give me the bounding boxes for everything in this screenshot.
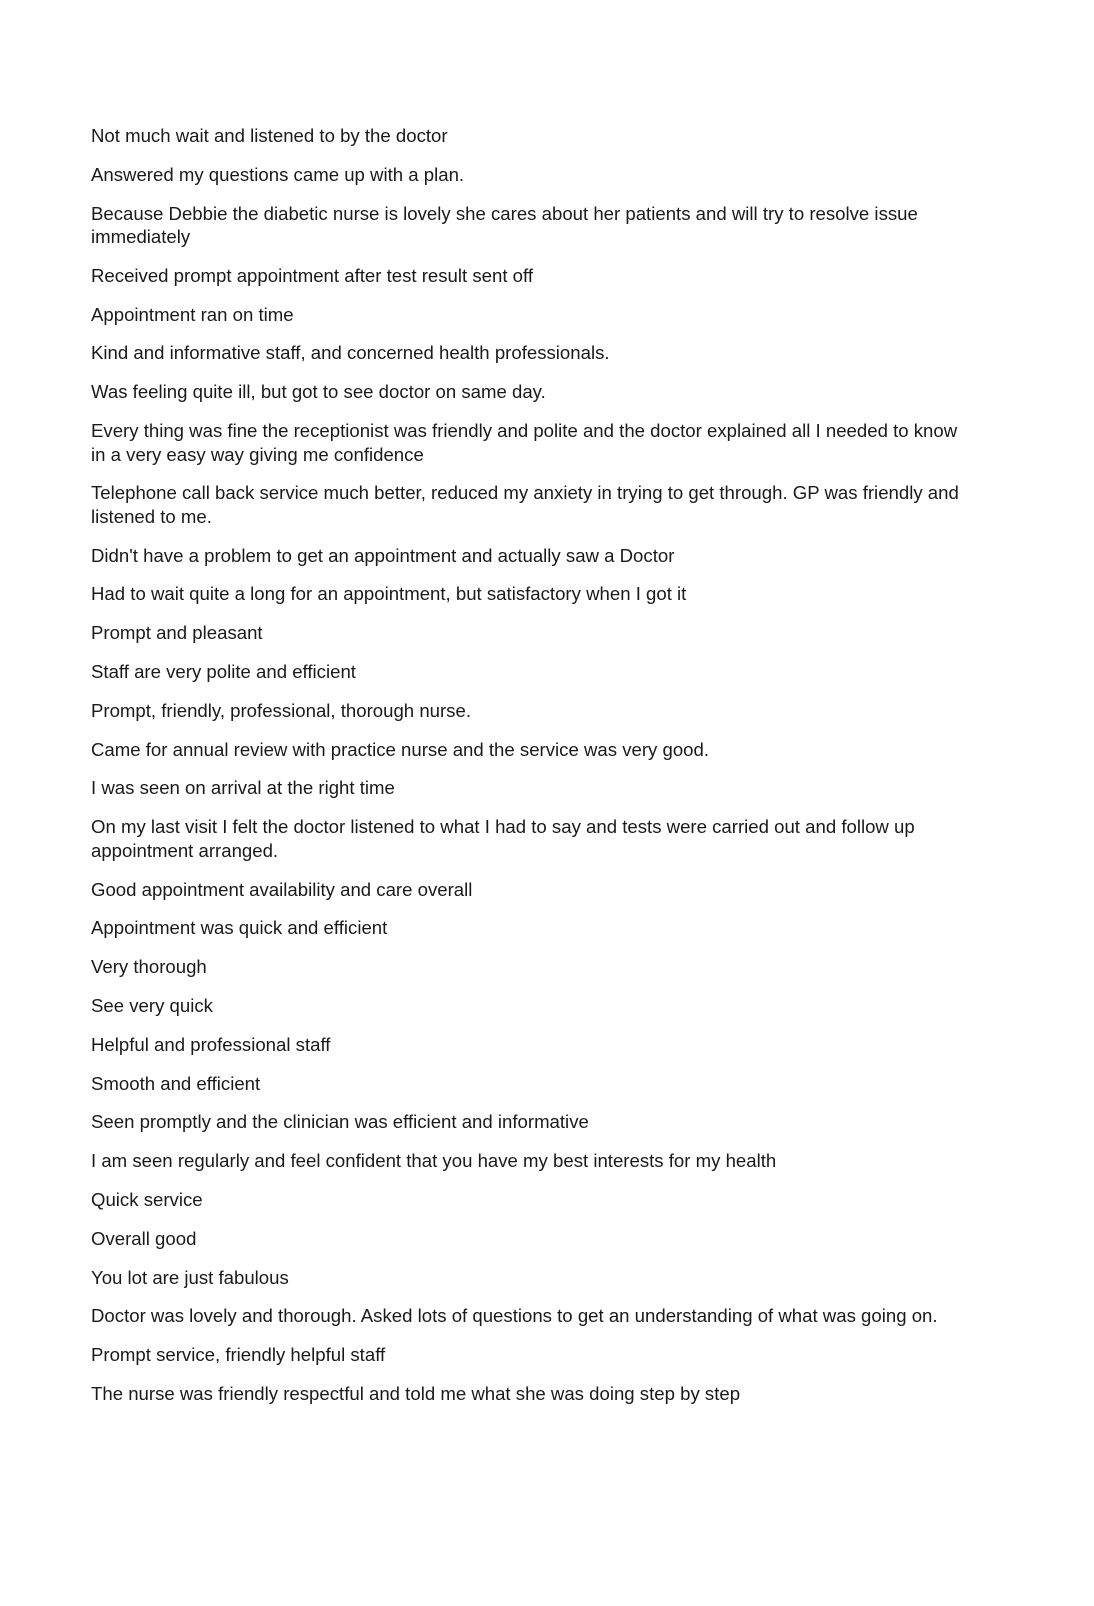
feedback-comment: See very quick bbox=[91, 994, 213, 1016]
feedback-comment: Not much wait and listened to by the doctor bbox=[91, 125, 448, 146]
feedback-comment: Overall good bbox=[91, 1227, 197, 1249]
feedback-comment: Prompt and pleasant bbox=[91, 622, 263, 644]
feedback-comment: Staff are very polite and efficient bbox=[91, 661, 356, 683]
feedback-comment: Helpful and professional staff bbox=[91, 1033, 331, 1055]
feedback-comment: Quick service bbox=[91, 1188, 203, 1210]
feedback-comment: Appointment was quick and efficient bbox=[91, 917, 388, 939]
feedback-comment: Very thorough bbox=[91, 956, 207, 978]
feedback-comment: Telephone call back service much better, reduced my anxiety in trying to get through. GP was friendly and listened to me. bbox=[91, 482, 959, 527]
feedback-comment: Every thing was fine the receptionist was friendly and polite and the doctor explained all I needed to know in a very easy way giving me confidence bbox=[91, 420, 958, 465]
feedback-comment: Had to wait quite a long for an appointment, but satisfactory when I got it bbox=[91, 583, 687, 605]
feedback-list bbox=[91, 124, 961, 1421]
feedback-comment: Appointment ran on time bbox=[91, 303, 294, 325]
feedback-comment: Came for annual review with practice nurse and the service was very good. bbox=[91, 738, 710, 760]
feedback-comment: Smooth and efficient bbox=[91, 1072, 261, 1094]
feedback-comment: Received prompt appointment after test result sent off bbox=[91, 264, 534, 286]
feedback-comment: Good appointment availability and care overall bbox=[91, 878, 473, 900]
feedback-comment: Answered my questions came up with a plan. bbox=[91, 163, 465, 185]
feedback-comment: Was feeling quite ill, but got to see doctor on same day. bbox=[91, 381, 546, 403]
feedback-comment: Kind and informative staff, and concerned health professionals. bbox=[91, 342, 610, 364]
feedback-comment: The nurse was friendly respectful and told me what she was doing step by step bbox=[91, 1382, 741, 1404]
feedback-comment: Because Debbie the diabetic nurse is lovely she cares about her patients and will try to resolve issue immediately bbox=[91, 202, 918, 248]
feedback-comment: Prompt service, friendly helpful staff bbox=[91, 1344, 386, 1366]
feedback-comment: Prompt, friendly, professional, thorough nurse. bbox=[91, 699, 471, 721]
feedback-comment: On my last visit I felt the doctor listened to what I had to say and tests were carried out and follow up appointment arranged. bbox=[91, 816, 915, 861]
feedback-comment: You lot are just fabulous bbox=[91, 1266, 289, 1288]
feedback-comment: Seen promptly and the clinician was efficient and informative bbox=[91, 1111, 589, 1133]
feedback-comment: I am seen regularly and feel confident that you have my best interests for my health bbox=[91, 1150, 777, 1172]
feedback-comment: Doctor was lovely and thorough. Asked lots of questions to get an understanding of what was going on. bbox=[91, 1305, 938, 1327]
feedback-comment: Didn't have a problem to get an appointment and actually saw a Doctor bbox=[91, 544, 675, 566]
feedback-comment: I was seen on arrival at the right time bbox=[91, 777, 395, 799]
